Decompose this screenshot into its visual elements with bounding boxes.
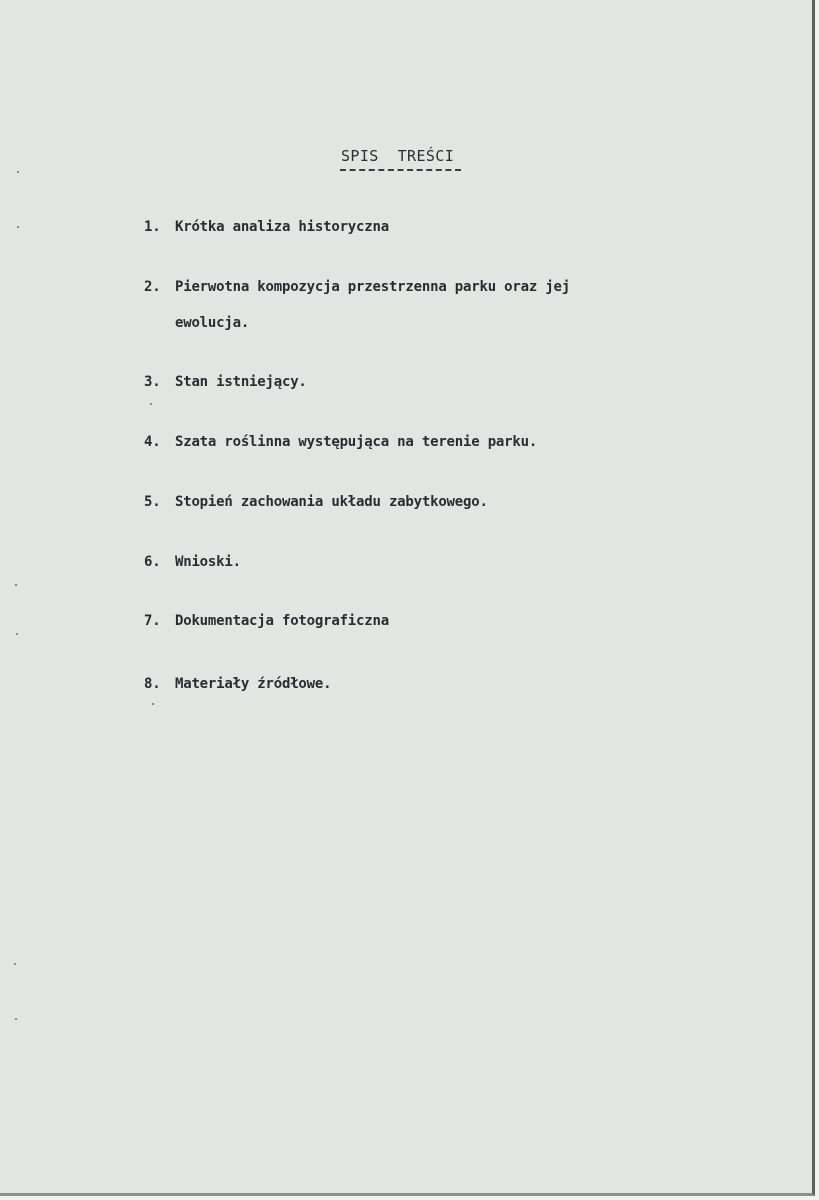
toc-item-number: 8. [144, 676, 161, 692]
toc-item-2 [144, 279, 570, 295]
toc-item-text: Szata roślinna występująca na terenie parku. [175, 434, 538, 450]
margin-speck [15, 584, 17, 586]
margin-speck [17, 226, 19, 228]
margin-speck [15, 1018, 17, 1020]
toc-item-text: Pierwotna kompozycja przestrzenna parku oraz jej [175, 279, 570, 295]
toc-item-text: Krótka analiza historyczna [175, 219, 389, 235]
toc-item-6 [144, 554, 241, 570]
toc-item-number: 1. [144, 219, 161, 235]
margin-speck [152, 703, 154, 705]
toc-item-5 [144, 494, 488, 510]
page-title: SPIS TREŚCI [341, 147, 455, 165]
toc-item-7 [144, 613, 389, 629]
margin-speck [16, 633, 18, 635]
title-underline [340, 169, 461, 171]
margin-speck [150, 403, 152, 405]
toc-item-text: Dokumentacja fotograficzna [175, 613, 389, 629]
margin-speck [14, 963, 16, 965]
margin-speck [17, 171, 19, 173]
toc-item-text: Stopień zachowania układu zabytkowego. [175, 494, 488, 510]
toc-item-number: 4. [144, 434, 161, 450]
toc-item-3 [144, 374, 307, 390]
toc-item-2-continuation: ewolucja. [175, 315, 250, 331]
toc-item-text: Materiały źródłowe. [175, 676, 332, 692]
toc-item-1 [144, 219, 389, 235]
toc-item-8 [144, 676, 331, 692]
toc-item-number: 7. [144, 613, 161, 629]
toc-item-4 [144, 434, 537, 450]
toc-item-text: Stan istniejący. [175, 374, 307, 390]
toc-item-text: Wnioski. [175, 554, 241, 570]
toc-item-number: 5. [144, 494, 161, 510]
toc-item-number: 6. [144, 554, 161, 570]
toc-item-number: 2. [144, 279, 161, 295]
toc-item-number: 3. [144, 374, 161, 390]
